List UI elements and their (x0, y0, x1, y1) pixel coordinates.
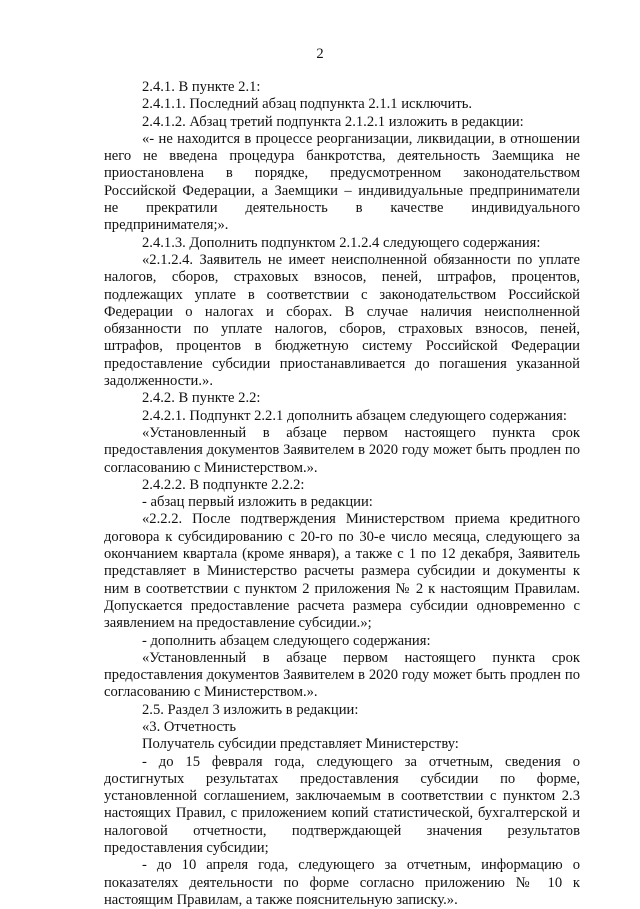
paragraph: - дополнить абзацем следующего содержания: (142, 632, 431, 649)
paragraph: 2.5. Раздел 3 изложить в редакции: (142, 701, 359, 718)
paragraph: 2.4.1.1. Последний абзац подпункта 2.1.1 исключить. (142, 96, 473, 113)
section-heading: «3. Отчетность (142, 718, 236, 735)
paragraph: 2.4.2. В пункте 2.2: (142, 390, 261, 407)
paragraph: «2.1.2.4. Заявитель не имеет неисполненной обязанности по уплате налогов, сборов, страховых взносов, пеней, штрафов, процентов, подлежащих уплате в соответствии с законодательством Российской Федерации о налогах и сборах. В случае наличия неисполненной обязанности по уплате налогов, сборов, страховых взносов, пеней, штрафов, процентов в бюджетную систему Российской Федерации предоставление субсидии приостанавливается до погашения указанной задолженности.». (104, 251, 580, 390)
document-body (104, 79, 580, 909)
paragraph: 2.4.2.2. В подпункте 2.2.2: (142, 476, 305, 493)
paragraph: «Установленный в абзаце первом настоящего пункта срок предоставления документов Заявителем в 2020 году может быть продлен по согласованию с Министерством.». (104, 424, 580, 476)
paragraph: «2.2.2. После подтверждения Министерством приема кредитного договора к субсидированию с 20-го по 30-е число месяца, следующего за окончанием квартала (кроме января), а также с 1 по 12 декабря, Заявитель представляет в Министерство расчеты размера субсидии и документы к ним в соответствии с пунктом 2 приложения № 2 к настоящим Правилам. Допускается предоставление расчета размера субсидии одновременно с заявлением на предоставление субсидии.»; (104, 511, 580, 632)
paragraph: «Установленный в абзаце первом настоящего пункта срок предоставления документов Заявителем в 2020 году может быть продлен по согласованию с Министерством.». (104, 649, 580, 701)
paragraph: «- не находится в процессе реорганизации, ликвидации, в отношении него не введена процедура банкротства, деятельность Заемщика не приостановлена в порядке, предусмотренном законодательством Российской Федерации, а Заемщики – индивидуальные предприниматели не прекратили деятельность в качестве индивидуального предпринимателя;». (104, 130, 580, 234)
paragraph: 2.4.1.2. Абзац третий подпункта 2.1.2.1 изложить в редакции: (142, 113, 524, 130)
paragraph: - абзац первый изложить в редакции: (142, 494, 373, 511)
paragraph: Получатель субсидии представляет Министерству: (142, 736, 459, 753)
paragraph: 2.4.1. В пункте 2.1: (142, 79, 261, 95)
paragraph: 2.4.2.1. Подпункт 2.2.1 дополнить абзацем следующего содержания: (142, 407, 567, 424)
paragraph: - до 10 апреля года, следующего за отчетным, информацию о показателях деятельности по форме согласно приложению № 10 к настоящим Правилам, а также пояснительную записку.». (104, 857, 580, 908)
page-number: 2 (316, 46, 324, 62)
paragraph: 2.4.1.3. Дополнить подпунктом 2.1.2.4 следующего содержания: (142, 234, 541, 251)
paragraph: - до 15 февраля года, следующего за отчетным, сведения о достигнутых результатах предоставления субсидии по форме, установленной соглашением, заключаемым в соответствии с пунктом 2.3 настоящих Правил, с приложением копий статистической, бухгалтерской и налоговой отчетности, подтверждающей значения результатов предоставления субсидии; (104, 753, 580, 857)
